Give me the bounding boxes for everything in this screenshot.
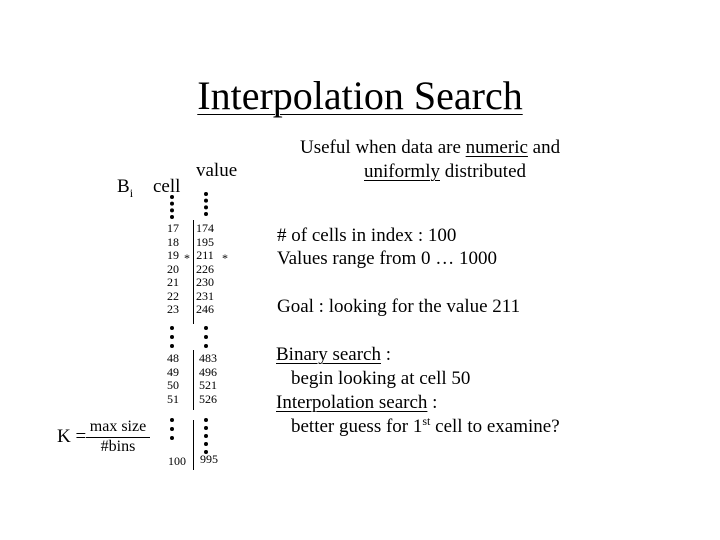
cell-19: 19 [167,248,179,262]
bi-header: $B_i$ [117,176,134,200]
formula-numerator: max size [86,418,150,438]
cell-header: cell [153,176,181,197]
formula-denominator: #bins [100,438,136,455]
cell-50: 50 [167,378,179,392]
cell-ellipsis-bottom [170,418,174,440]
value-211: 211 [196,248,214,262]
value-995: 995 [200,452,218,466]
value-483: 483 [199,351,217,365]
value-226: 226 [196,261,214,276]
binary-search-desc: begin looking at cell 50 [291,368,471,389]
cell-group-2 [151,352,179,406]
interpolation-search-desc: better guess for 1st cell to examine? [291,414,560,437]
cell-20: 20 [167,261,179,276]
useful-line-2: uniformly distributed [364,161,527,182]
goal-text: Goal : looking for the value 211 [277,296,521,317]
value-521: 521 [199,378,217,392]
target-marker-right: * [222,251,228,265]
value-group-2 [194,352,222,406]
value-231: 231 [196,288,214,303]
formula-lhs: K = [57,426,87,447]
cell-ellipsis-top [170,195,174,219]
value-ellipsis-middle [204,326,208,348]
values-range-text: Values range from 0 … 1000 [277,248,498,269]
cell-100: 100 [168,454,186,468]
value-230: 230 [196,275,214,289]
value-header: value [196,160,238,181]
title-text: Interpolation Search [197,73,523,118]
value-195: 195 [196,234,214,249]
page-title [0,72,720,119]
value-group-1 [191,222,219,317]
cells-count-text: # of cells in index : 100 [277,225,457,246]
value-246: 246 [196,302,214,316]
cell-17: 17 [167,221,179,235]
value-ellipsis-top [204,192,208,216]
cell-51: 51 [167,391,179,406]
target-marker-left: * [184,251,190,265]
value-526: 526 [199,391,217,406]
cell-23: 23 [167,302,179,316]
value-496: 496 [199,364,217,379]
cell-48: 48 [167,351,179,365]
cell-18: 18 [167,234,179,249]
column-divider-3 [193,420,194,470]
cell-ellipsis-middle [170,326,174,348]
cell-22: 22 [167,288,179,303]
cell-21: 21 [167,275,179,289]
value-174: 174 [196,221,214,235]
useful-line-1: Useful when data are numeric and [300,137,561,158]
interpolation-search-line: Interpolation search : [276,392,438,413]
value-ellipsis-bottom [204,418,208,454]
cell-group-1 [151,222,179,317]
cell-49: 49 [167,364,179,379]
binary-search-line: Binary search : [276,344,392,365]
formula-fraction [86,418,150,456]
